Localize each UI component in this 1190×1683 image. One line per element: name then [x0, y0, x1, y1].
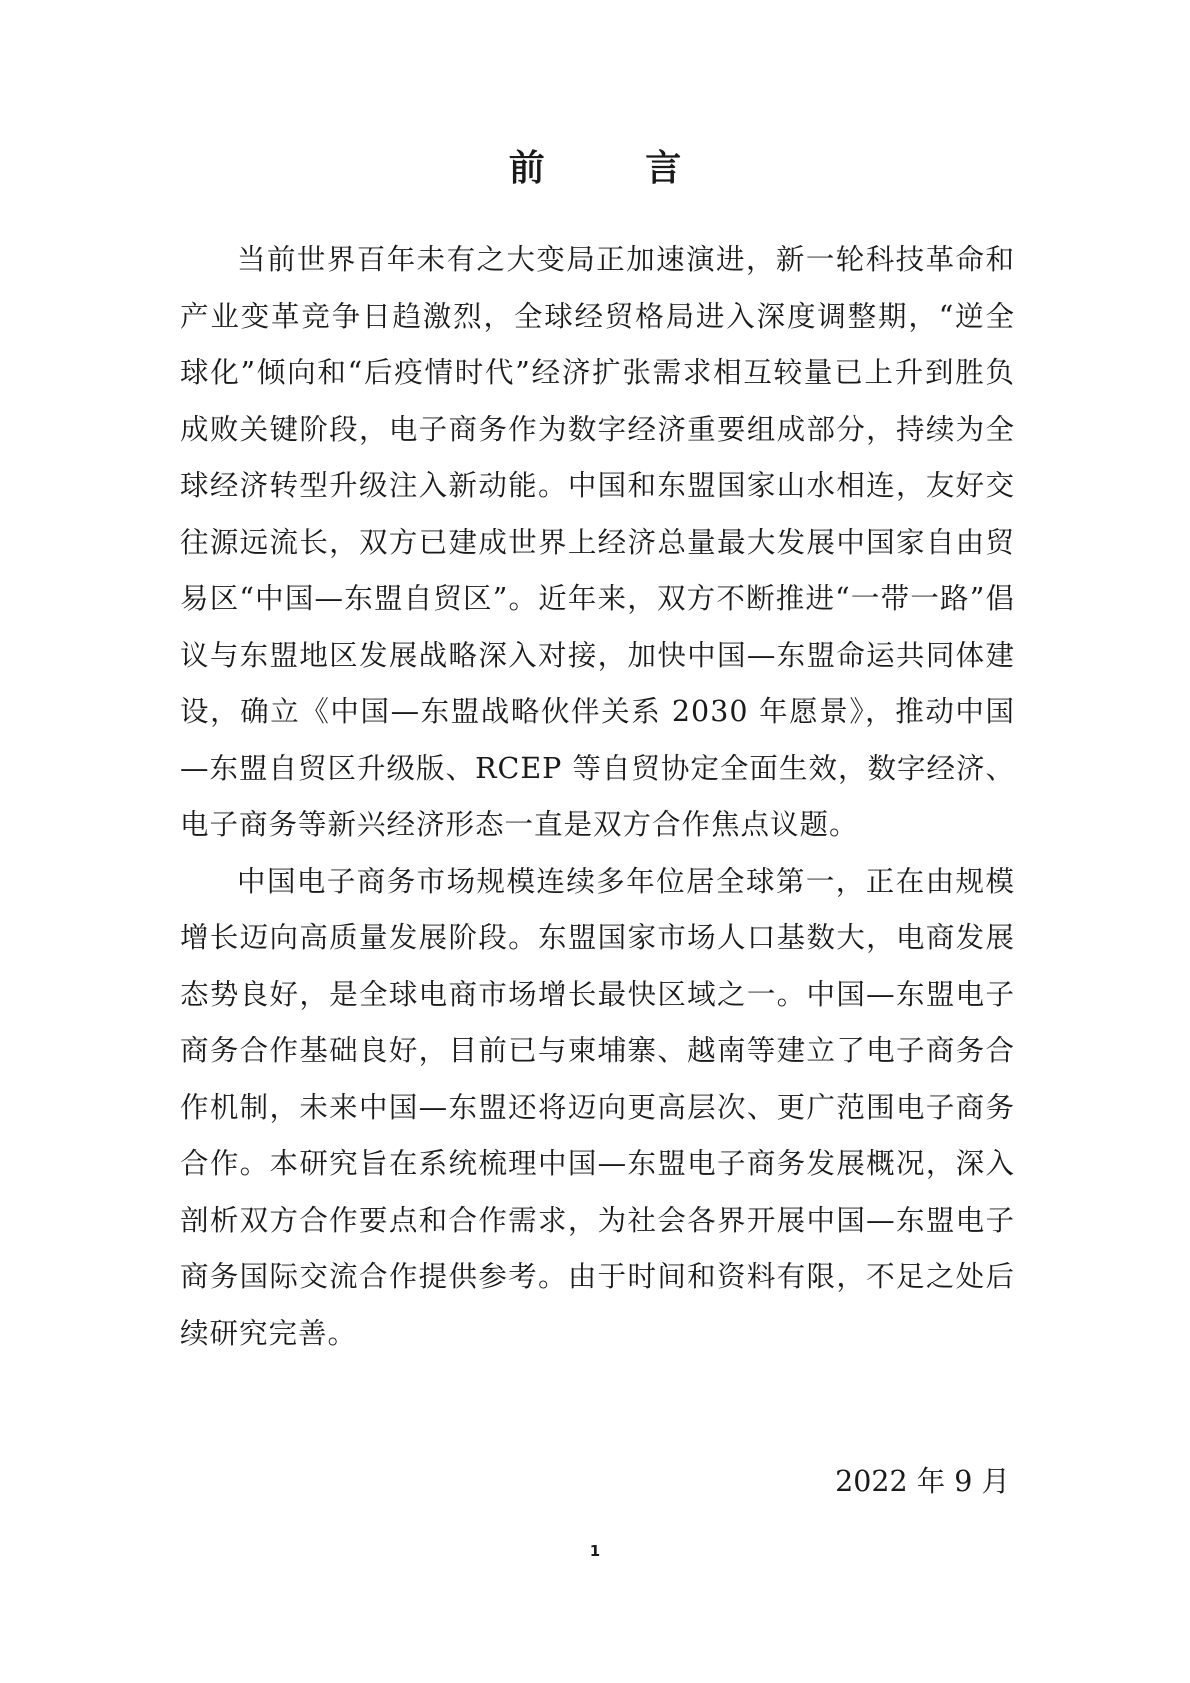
page-number: 1	[589, 1542, 601, 1560]
document-date: 2022 年 9 月	[835, 1465, 1010, 1498]
body-text	[180, 232, 1015, 1362]
paragraph-1: 当前世界百年未有之大变局正加速演进，新一轮科技革命和产业变革竞争日趋激烈，全球经贸格局进入深度调整期，“逆全球化”倾向和“后疫情时代”经济扩张需求相互较量已上升到胜负成败关键阶段，电子商务作为数字经济重要组成部分，持续为全球经济转型升级注入新动能。中国和东盟国家山水相连，友好交往源远流长，双方已建成世界上经济总量最大发展中国家自由贸易区“中国—东盟自贸区”。近年来，双方不断推进“一带一路”倡议与东盟地区发展战略深入对接，加快中国—东盟命运共同体建设，确立《中国—东盟战略伙伴关系 2030 年愿景》，推动中国—东盟自贸区升级版、RCEP 等自贸协定全面生效，数字经济、电子商务等新兴经济形态一直是双方合作焦点议题。	[180, 243, 1015, 841]
page-title: 前 言	[508, 147, 726, 189]
paragraph-2: 中国电子商务市场规模连续多年位居全球第一，正在由规模增长迈向高质量发展阶段。东盟国家市场人口基数大，电商发展态势良好，是全球电商市场增长最快区域之一。中国—东盟电子商务合作基础良好，目前已与柬埔寨、越南等建立了电子商务合作机制，未来中国—东盟还将迈向更高层次、更广范围电子商务合作。本研究旨在系统梳理中国—东盟电子商务发展概况，深入剖析双方合作要点和合作需求，为社会各界开展中国—东盟电子商务国际交流合作提供参考。由于时间和资料有限，不足之处后续研究完善。	[180, 864, 1015, 1350]
